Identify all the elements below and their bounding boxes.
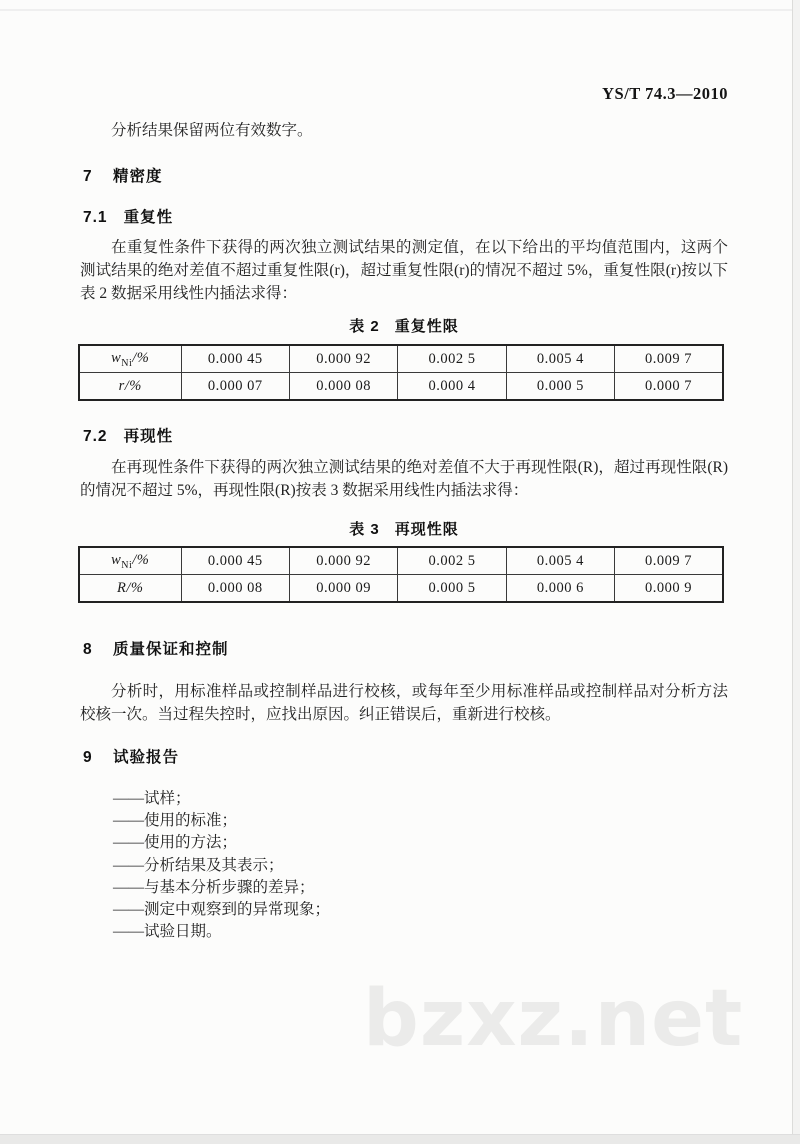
- scan-artifact-top: [0, 9, 800, 11]
- section-number: 7.1: [83, 209, 108, 226]
- intro-paragraph: 分析结果保留两位有效数字。: [111, 122, 313, 139]
- table-3-row1-label: $w_{Ni}/\%$: [79, 547, 181, 575]
- table-cell: 0.005 4: [506, 345, 614, 373]
- table-cell: 0.005 4: [506, 547, 614, 575]
- table-cell: 0.002 5: [398, 547, 506, 575]
- table-row: [79, 373, 723, 401]
- watermark: bzxz.net: [363, 974, 744, 1064]
- table-2-caption: [80, 315, 728, 336]
- section-8-heading: [83, 637, 229, 659]
- list-item: ——试验日期。: [113, 923, 222, 941]
- table-cell: 0.000 9: [615, 575, 723, 603]
- section-title: 质量保证和控制: [113, 641, 229, 658]
- table-cell: 0.000 5: [506, 373, 614, 401]
- table-cell: 0.002 5: [398, 345, 506, 373]
- table-cell: 0.009 7: [615, 345, 723, 373]
- table-caption-title: 再现性限: [394, 521, 459, 538]
- table-cell: 0.000 09: [289, 575, 397, 603]
- list-item: ——与基本分析步骤的差异；: [113, 878, 315, 896]
- table-row: [79, 575, 723, 603]
- scan-artifact-right-edge: [792, 0, 800, 1144]
- table-cell: 0.000 6: [506, 575, 614, 603]
- table-3-row2-label: R/%: [79, 575, 181, 603]
- section-number: 7: [83, 168, 93, 185]
- table-cell: 0.000 7: [615, 373, 723, 401]
- section-7-1-heading: [83, 205, 173, 227]
- table-cell: 0.000 5: [398, 575, 506, 603]
- list-item: ——分析结果及其表示；: [113, 856, 284, 874]
- section-number: 8: [83, 641, 93, 658]
- scan-artifact-bottom-edge: [0, 1134, 800, 1144]
- section-number: 9: [83, 749, 93, 766]
- table-3: [78, 546, 724, 603]
- section-title: 试验报告: [113, 749, 180, 766]
- list-item: ——使用的方法；: [113, 834, 238, 852]
- list-item: ——试样；: [113, 790, 191, 807]
- table-cell: 0.000 08: [289, 373, 397, 401]
- table-cell: 0.000 07: [181, 373, 289, 401]
- section-9-heading: [83, 745, 179, 767]
- list-item: ——测定中观察到的异常现象；: [113, 901, 331, 919]
- table-3-caption: [80, 518, 728, 539]
- quality-paragraph: 分析时，用标准样品或控制样品进行校核，或每年至少用标准样品或控制样品对分析方法校核一次。当过程失控时，应找出原因。纠正错误后，重新进行校核。: [80, 683, 728, 723]
- reproducibility-paragraph: 在再现性条件下获得的两次独立测试结果的绝对差值不大于再现性限(R)，超过再现性限(R)的情况不超过 5%，再现性限(R)按表 3 数据采用线性内插法求得：: [80, 459, 728, 499]
- table-cell: 0.000 92: [289, 345, 397, 373]
- table-cell: 0.000 4: [398, 373, 506, 401]
- table-cell: 0.000 08: [181, 575, 289, 603]
- table-cell: 0.000 92: [289, 547, 397, 575]
- repeatability-paragraph: 在重复性条件下获得的两次独立测试结果的测定值，在以下给出的平均值范围内，这两个测试结果的绝对差值不超过重复性限(r)，超过重复性限(r)的情况不超过 5%，重复性限(r)按以下表 2 数据采用线性内插法求得：: [80, 239, 728, 302]
- table-2: [78, 344, 724, 401]
- section-title: 重复性: [123, 209, 174, 226]
- section-number: 7.2: [83, 428, 108, 445]
- table-2-row2-label: r/%: [79, 373, 181, 401]
- section-7-2-heading: [83, 424, 173, 446]
- table-cell: 0.009 7: [615, 547, 723, 575]
- standard-number: YS/T 74.3—2010: [602, 84, 728, 103]
- section-title: 再现性: [123, 428, 174, 445]
- list-item: ——使用的标准；: [113, 812, 238, 830]
- section-title: 精密度: [113, 168, 163, 185]
- table-caption-label: 表 2: [349, 318, 380, 335]
- section-7-heading: [83, 164, 163, 186]
- table-row: [79, 547, 723, 575]
- table-cell: 0.000 45: [181, 547, 289, 575]
- table-caption-title: 重复性限: [394, 318, 459, 335]
- table-cell: 0.000 45: [181, 345, 289, 373]
- table-caption-label: 表 3: [349, 521, 380, 538]
- table-2-row1-label: $w_{Ni}/\%$: [79, 345, 181, 373]
- report-item-list: [113, 788, 613, 943]
- table-row: [79, 345, 723, 373]
